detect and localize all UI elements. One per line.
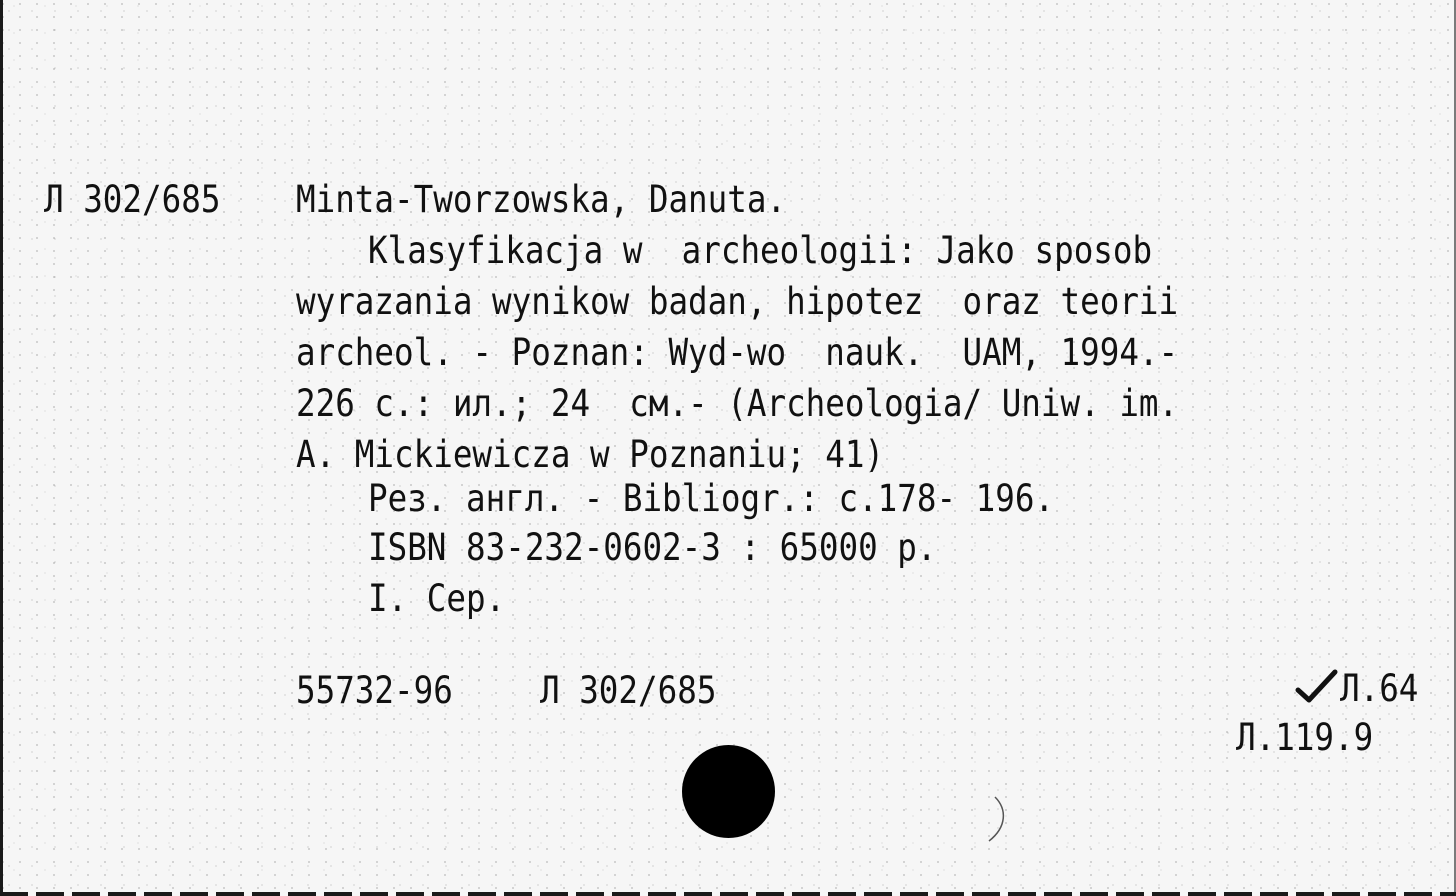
note-summary-bibliography: Рез. англ. - Bibliogr.: с.178- 196. — [368, 477, 1055, 520]
title-line-3: archeol. - Poznan: Wyd-wo nauk. UAM, 1994.- — [296, 331, 1179, 374]
title-line-2: wyrazania wynikow badan, hipotez oraz teorii — [296, 280, 1179, 323]
check-mark-icon — [1294, 666, 1338, 706]
classification-code-2: Л.119.9 — [1236, 716, 1374, 759]
note-series-tracing: I. Сер. — [368, 577, 506, 620]
card-left-edge — [0, 0, 3, 896]
footer-call-number: Л 302/685 — [540, 669, 717, 712]
title-line-4: 226 с.: ил.; 24 см.- (Archeologia/ Uniw. im. — [296, 382, 1179, 425]
title-line-5: A. Mickiewicza w Poznaniu; 41) — [296, 433, 885, 476]
main-heading: Minta-Tworzowska, Danuta. — [296, 178, 787, 221]
note-isbn-price: ISBN 83-232-0602-3 : 65000 р. — [368, 526, 937, 569]
pencil-mark-icon — [985, 795, 1015, 845]
classification-code-1: Л.64 — [1340, 667, 1419, 710]
call-number: Л 302/685 — [44, 178, 221, 221]
punch-hole — [682, 745, 775, 838]
title-line-1: Klasyfikacja w archeologii: Jako sposob — [368, 229, 1153, 272]
card-bottom-edge — [0, 892, 1456, 896]
accession-number: 55732-96 — [296, 669, 453, 712]
